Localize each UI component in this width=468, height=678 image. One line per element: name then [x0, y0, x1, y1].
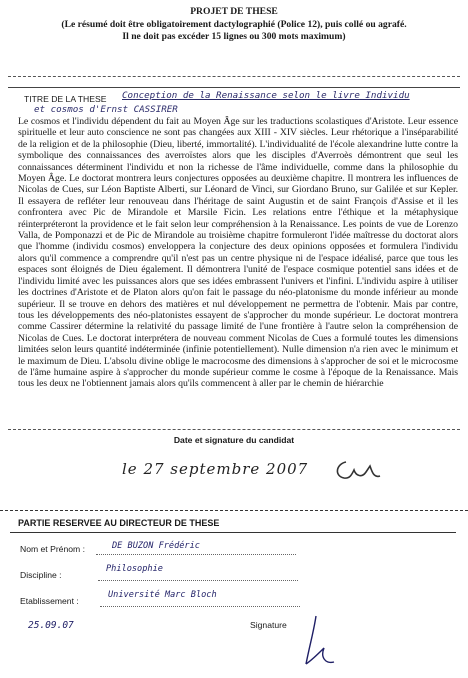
abstract-text	[18, 116, 458, 428]
candidate-handwritten-date: le 27 septembre 2007	[122, 460, 309, 478]
director-section-title: PARTIE RESERVEE AU DIRECTEUR DE THESE	[18, 518, 220, 528]
name-value: DE BUZON Frédéric	[112, 541, 200, 551]
discipline-label: Discipline :	[20, 570, 62, 580]
abstract-paragraph: Le cosmos et l'individu dépendent du fait au Moyen Âge sur les traductions scolastiques d'Aristote. Leur essence spirituelle et leur auto conscience ne sont pas changées aux XIII - XIV siècles. Leur rhétorique a l'inséparabilité de la religion et de la philosophie (Dieu, liberté, immortalité). L'individualité de l'école alexandrine lutte contre la symbolique des connaissances des averroïstes alors que les disciples d'Averroès démontrent que seul les connaissances déterminent l'individu et non la richesse de l'âme individuelle, comme dans la philosophie du Moyen Âge. Le doctorat montrera leurs conjectures opposées au deuxième chapitre. Il montrera les influences de Nicolas de Cues, sur Léon Baptiste Alberti, sur Léonard de Vinci, sur Giordano Bruno, sur Galilée et sur Kepler. Il essayera de refléter leur renouveau dans l'héritage de saint Augustin et de saint François d'Assise et il les confrontera avec Pic de Mirandole et Marsile Ficin. Les relations entre l'éthique et la métaphysique réinterpréteront la providence et le fait selon leur compréhension à la Renaissance. Les points de vue de Lorenzo Valla, de Pomponazzi et de Pic de Mirandole au troisième chapitre formuleront l'idée maîtresse du doctorat alors que l'homme (individu cosmos) enveloppera la conjecture des deux opinions opposées et formulera l'individu alors qu'il commence a comprendre qu'il n'est pas un centre physique ni de l'espace idéalisé, parce que tous les espaces sont éloignés de Dieu également. Il démontrera l'unité de l'espace cosmique potentiel sans idées et de l'individu limité avec les puissances alors que ses idées embrassent l'univers et l'infini. L'individu aspire à utiliser les doctrines d'Aristote et de Platon alors qu'on fait le passage du néo-platonisme du monde inférieur au monde supérieur. Il se trouve en dehors des matières et nul développement ne permettra de l'obtenir. Mais par contre, tous les développements des néo-platonistes essayent de s'approcher du monde supérieur. Le doctorat montrera comme Cassirer détermine la relativité du passage limité de l'une frontière à l'autre selon la compréhension de Nicolas de Cues. Le doctorat interprétera de nouveau comment Nicolas de Cues a formulé toutes les dimensions limitées selon leurs quantité indéterminée (infinie potentiellement). Nulle dimension n'a rien avec le minimum et le maximum de Dieu. L'absolu divine oblige le macrocosme des dimensions à s'approcher de soi et le microcosme de l'âme humaine aspire à s'approcher du monde supérieur comme le cosme à l'époque de la Renaissance. Mais tous les deux ne l'obtiennent jamais alors qu'ils commencent à aller par le chemin de hiérarchie	[18, 116, 458, 390]
director-date-value: 25.09.07	[28, 620, 74, 631]
thesis-title-label: TITRE DE LA THESE	[24, 94, 107, 104]
thesis-title-handwritten-continued: et cosmos d'Ernst CASSIRER	[34, 104, 178, 115]
director-signature-scribble	[294, 614, 354, 670]
director-section-rule	[10, 532, 456, 533]
signature-label: Signature	[250, 620, 287, 630]
thesis-title-row	[24, 91, 456, 115]
separator-line	[0, 510, 468, 511]
name-label: Nom et Prénom :	[20, 544, 85, 554]
discipline-value: Philosophie	[106, 564, 163, 574]
candidate-signature-label: Date et signature du candidat	[173, 435, 295, 445]
abstract-frame	[8, 76, 460, 430]
document-header	[0, 6, 468, 44]
etablissement-value: Université Marc Bloch	[108, 590, 217, 600]
header-title: PROJET DE THESE	[190, 6, 278, 17]
candidate-signature-scribble	[332, 458, 382, 482]
header-limit: Il ne doit pas excéder 15 lignes ou 300 mots maximum)	[122, 31, 346, 42]
header-instruction: (Le résumé doit être obligatoirement dactylographié (Police 12), puis collé ou agrafé.	[61, 18, 407, 30]
frame-rule	[8, 87, 460, 88]
director-section	[8, 518, 458, 668]
etablissement-label: Etablissement :	[20, 596, 79, 606]
thesis-title-handwritten: Conception de la Renaissance selon le livre Individu	[122, 90, 410, 101]
